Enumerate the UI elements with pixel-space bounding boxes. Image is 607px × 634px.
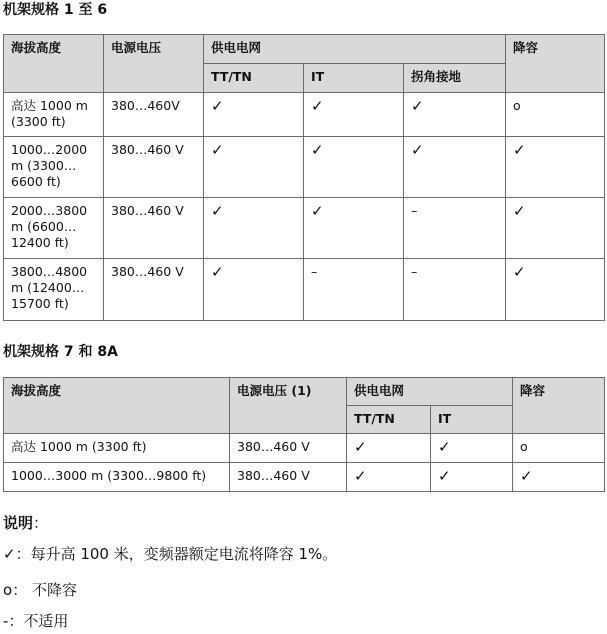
cell-it: ✓ bbox=[304, 137, 404, 198]
cell-tttn: ✓ bbox=[204, 259, 304, 321]
circle-symbol: o bbox=[3, 581, 13, 599]
header-voltage: 电源电压 (1) bbox=[230, 378, 347, 434]
cell-altitude: 高达 1000 m (3300 ft) bbox=[4, 434, 230, 463]
header-derating: 降容 bbox=[513, 378, 605, 434]
header-corner-ground: 拐角接地 bbox=[404, 64, 506, 93]
cell-tttn: ✓ bbox=[347, 434, 431, 463]
altitude-text: 1000…2000 m (3300… 6600 ft) bbox=[11, 142, 88, 189]
cell-it: – bbox=[304, 259, 404, 321]
altitude-text: 3800…4800 m (12400… 15700 ft) bbox=[11, 264, 88, 311]
section2-title: 机架规格 7 和 8A bbox=[3, 344, 118, 360]
legend-text: ： 不降容 bbox=[12, 581, 77, 599]
header-tttn: TT/TN bbox=[204, 64, 304, 93]
header-tttn: TT/TN bbox=[347, 406, 431, 434]
header-altitude: 海拔高度 bbox=[4, 35, 104, 93]
header-grid: 供电电网 bbox=[204, 35, 506, 64]
cell-altitude bbox=[4, 137, 104, 198]
cell-voltage: 380…460 V bbox=[104, 198, 204, 259]
cell-voltage: 380…460 V bbox=[104, 259, 204, 321]
cell-it: ✓ bbox=[431, 463, 513, 492]
cell-derating: ✓ bbox=[506, 198, 605, 259]
cell-voltage: 380…460V bbox=[104, 93, 204, 137]
table-frame-7-8a bbox=[3, 377, 605, 492]
cell-voltage: 380…460 V bbox=[104, 137, 204, 198]
cell-corner: – bbox=[404, 198, 506, 259]
header-grid: 供电电网 bbox=[347, 378, 513, 406]
cell-voltage: 380…460 V bbox=[230, 463, 347, 492]
cell-it: ✓ bbox=[431, 434, 513, 463]
cell-derating: o bbox=[513, 434, 605, 463]
check-icon: ✓ bbox=[3, 545, 16, 563]
cell-tttn: ✓ bbox=[347, 463, 431, 492]
legend-title bbox=[3, 512, 48, 533]
table-row bbox=[4, 93, 605, 137]
section1-title: 机架规格 1 至 6 bbox=[3, 2, 108, 18]
table-row bbox=[4, 463, 605, 492]
cell-altitude bbox=[4, 198, 104, 259]
legend-item-no-derate bbox=[3, 580, 77, 600]
cell-tttn: ✓ bbox=[204, 137, 304, 198]
cell-tttn: ✓ bbox=[204, 198, 304, 259]
legend-item-derate bbox=[3, 544, 337, 564]
cell-it: ✓ bbox=[304, 93, 404, 137]
table-frame-1-6 bbox=[3, 34, 605, 321]
legend-title-colon: ： bbox=[33, 514, 49, 532]
header-voltage: 电源电压 bbox=[104, 35, 204, 93]
cell-tttn: ✓ bbox=[204, 93, 304, 137]
cell-altitude: 1000…3000 m (3300…9800 ft) bbox=[4, 463, 230, 492]
cell-corner: ✓ bbox=[404, 93, 506, 137]
altitude-text: 高达 1000 m (3300 ft) bbox=[11, 98, 88, 129]
legend-text: ：不适用 bbox=[8, 612, 69, 630]
header-it: IT bbox=[304, 64, 404, 93]
table-row bbox=[4, 259, 605, 321]
table-row bbox=[4, 198, 605, 259]
altitude-text: 2000…3800 m (6600… 12400 ft) bbox=[11, 203, 88, 250]
header-it: IT bbox=[431, 406, 513, 434]
dash-symbol: - bbox=[3, 612, 9, 630]
cell-voltage: 380…460 V bbox=[230, 434, 347, 463]
cell-derating: ✓ bbox=[506, 137, 605, 198]
header-altitude: 海拔高度 bbox=[4, 378, 230, 434]
legend-text: ：每升高 100 米，变频器额定电流将降容 1%。 bbox=[15, 545, 338, 563]
cell-corner: – bbox=[404, 259, 506, 321]
cell-derating: o bbox=[506, 93, 605, 137]
legend-title-text: 说明 bbox=[3, 514, 34, 532]
cell-corner: ✓ bbox=[404, 137, 506, 198]
table-row bbox=[4, 137, 605, 198]
cell-altitude bbox=[4, 93, 104, 137]
cell-it: ✓ bbox=[304, 198, 404, 259]
cell-derating: ✓ bbox=[506, 259, 605, 321]
cell-derating: ✓ bbox=[513, 463, 605, 492]
legend-item-not-applicable bbox=[3, 611, 68, 631]
cell-altitude bbox=[4, 259, 104, 321]
header-derating: 降容 bbox=[506, 35, 605, 93]
table-row bbox=[4, 434, 605, 463]
